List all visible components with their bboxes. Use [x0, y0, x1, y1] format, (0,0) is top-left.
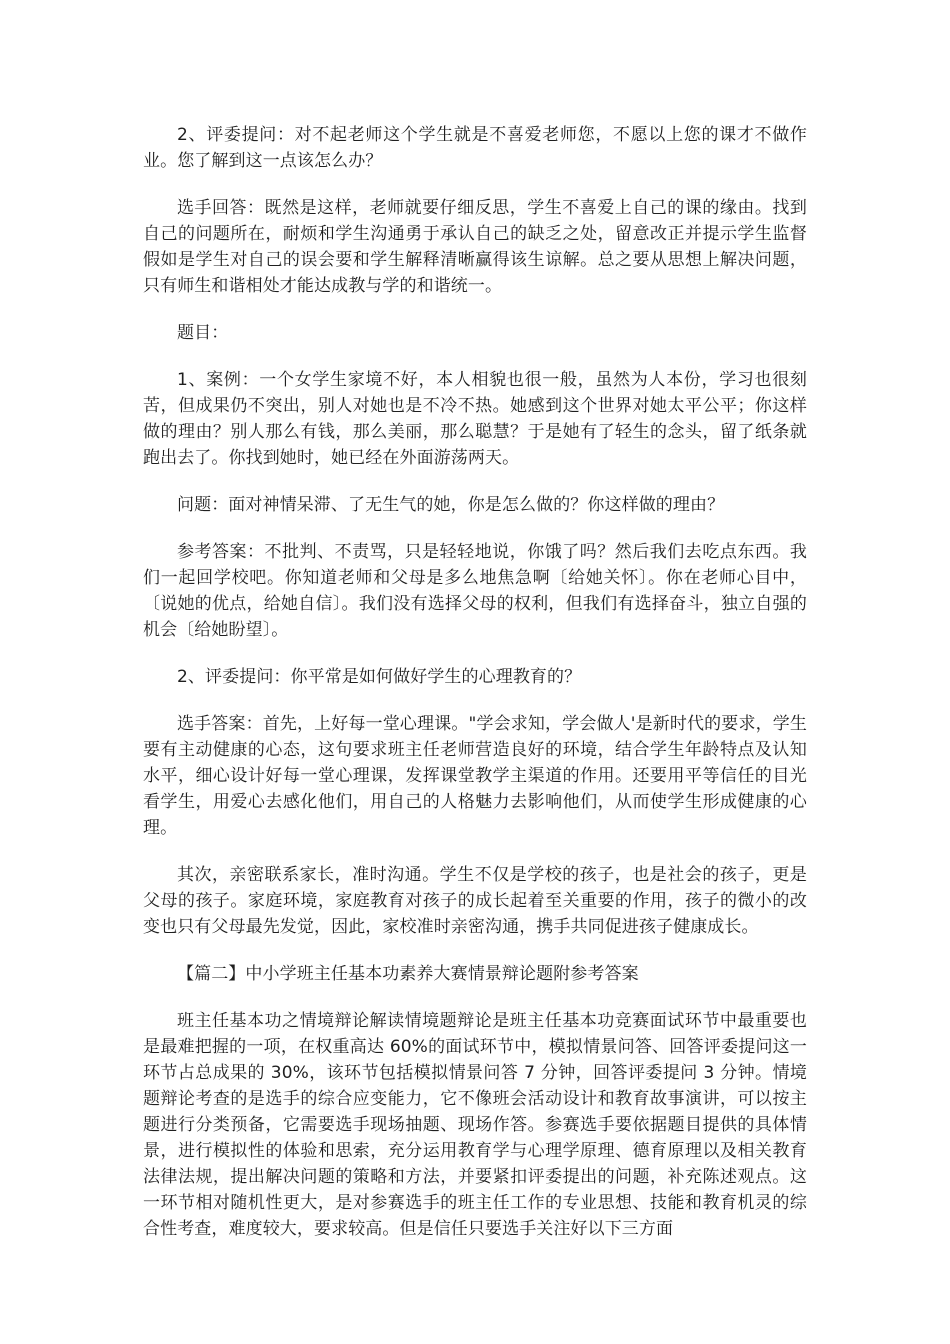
paragraph-section-two-title: 【篇二】中小学班主任基本功素养大赛情景辩论题附参考答案	[177, 964, 639, 984]
paragraph-secondly: 其次，亲密联系家长，准时沟通。学生不仅是学校的孩子，也是社会的孩子，更是父母的孩子。家庭环境，家庭教育对孩子的成长起着至关重要的作用，孩子的微小的改变也只有父母最先发觉，因此，家校准时亲密沟通，携手共同促进孩子健康成长。	[143, 865, 807, 937]
paragraph-judge-question-2: 2、评委提问：你平常是如何做好学生的心理教育的？	[177, 667, 582, 687]
paragraph-topic-heading: 题目：	[177, 323, 229, 343]
paragraph-contestant-answer-2: 选手答案：首先，上好每一堂心理课。"学会求知，学会做人'是新时代的要求，学生要有主动健康的心态，这句要求班主任老师营造良好的环境，结合学生年龄特点及认知水平，细心设计好每一堂心理课，发挥课堂教学主渠道的作用。还要用平等信任的目光看学生，用爱心去感化他们，用自己的人格魅力去影响他们，从而使学生形成健康的心理。	[143, 714, 807, 838]
paragraph-contestant-answer-1: 选手回答：既然是这样，老师就要仔细反思，学生不喜爱上自己的课的缘由。找到自己的问题所在，耐烦和学生沟通勇于承认自己的缺乏之处，留意改正并提示学生监督假如是学生对自己的误会要和学生解释清晰赢得该生谅解。总之要从思想上解决问题，只有师生和谐相处才能达成教与学的和谐统一。	[143, 198, 807, 296]
paragraph-section-two-body: 班主任基本功之情境辩论解读情境题辩论是班主任基本功竞赛面试环节中最重要也是最难把握的一项，在权重高达 60%的面试环节中，模拟情景问答、回答评委提问这一环节占总成果的 30%，该环节包括模拟情景问答 7 分钟，回答评委提问 3 分钟。情境题辩论考查的是选手的综合应变能力，它不像班会活动设计和教育故事演讲，可以按主题进行分类预备，它需要选手现场抽题、现场作答。参赛选手要依据题目提供的具体情景，进行模拟性的体验和思索，充分运用教育学与心理学原理、德育原理以及相关教育法律法规，提出解决问题的策略和方法，并要紧扣评委提出的问题，补充陈述观点。这一环节相对随机性更大，是对参赛选手的班主任工作的专业思想、技能和教育机灵的综合性考查，难度较大，要求较高。但是信任只要选手关注好以下三方面	[143, 1011, 807, 1239]
paragraph-judge-question-1: 2、评委提问：对不起老师这个学生就是不喜爱老师您，不愿以上您的课才不做作业。您了解到这一点该怎么办？	[143, 125, 807, 171]
paragraph-case-1: 1、案例：一个女学生家境不好，本人相貌也很一般，虽然为人本份，学习也很刻苦，但成果仍不突出，别人对她也是不冷不热。她感到这个世界对她太平公平；你这样做的理由？别人那么有钱，那么美丽，那么聪慧？于是她有了轻生的念头，留了纸条就跑出去了。你找到她时，她已经在外面游荡两天。	[143, 370, 807, 468]
document-body	[143, 122, 807, 1263]
paragraph-reference-answer: 参考答案：不批判、不责骂，只是轻轻地说，你饿了吗？然后我们去吃点东西。我们一起回学校吧。你知道老师和父母是多么地焦急啊〔给她关怀〕。你在老师心目中，〔说她的优点，给她自信〕。我们没有选择父母的权利，但我们有选择奋斗，独立自强的机会〔给她盼望〕。	[143, 542, 807, 640]
paragraph-question: 问题：面对神情呆滞、了无生气的她，你是怎么做的？你这样做的理由？	[177, 495, 725, 515]
